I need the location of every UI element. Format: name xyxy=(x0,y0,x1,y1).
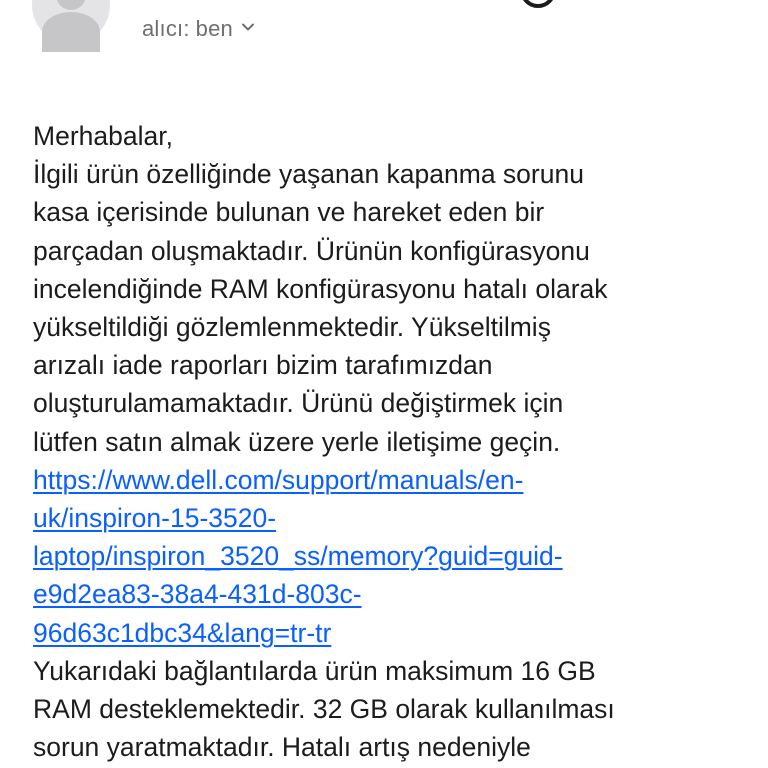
person-placeholder-icon xyxy=(56,0,86,10)
paragraph-line: yükseltildiği gözlemlenmektedir. Yükseltilmiş xyxy=(33,312,551,343)
dell-manual-link[interactable]: 96d63c1dbc34&lang=tr-tr xyxy=(33,617,332,648)
dell-manual-link[interactable]: https://www.dell.com/support/manuals/en- xyxy=(33,464,524,495)
recipient-name: ben xyxy=(195,16,233,41)
paragraph-line: Yukarıdaki bağlantılarda ürün maksimum 16 GB xyxy=(33,655,596,686)
dell-manual-link[interactable]: laptop/inspiron_3520_ss/memory?guid=guid- xyxy=(33,541,563,572)
paragraph-line: arızalı iade raporları bizim tarafımızdan xyxy=(33,350,493,381)
greeting: Merhabalar, xyxy=(33,121,173,151)
paragraph-line: oluşturulamamaktadır. Ürünü değiştirmek için xyxy=(33,388,564,419)
top-right-fragment-label xyxy=(600,0,617,2)
person-placeholder-shoulders xyxy=(42,12,100,52)
paragraph-line: incelendiğinde RAM konfigürasyonu hatalı olarak xyxy=(33,273,608,304)
paragraph-line: İlgili ürün özelliğinde yaşanan kapanma sorunu xyxy=(33,159,584,190)
sender-avatar[interactable] xyxy=(32,0,110,44)
paragraph-line: parçadan oluşmaktadır. Ürünün konfigürasyonu xyxy=(33,235,590,266)
recipient-prefix: alıcı: xyxy=(142,16,190,41)
top-right-text-fragment xyxy=(600,0,658,4)
paragraph-line: lütfen satın almak üzere yerle iletişime geçin. xyxy=(33,426,561,457)
dell-manual-link[interactable]: uk/inspiron-15-3520- xyxy=(33,503,277,534)
circle-icon[interactable] xyxy=(520,0,556,8)
dell-manual-link[interactable]: e9d2ea83-38a4-431d-803c- xyxy=(33,579,362,610)
recipient-details-toggle[interactable] xyxy=(142,14,255,44)
chevron-down-icon[interactable] xyxy=(241,20,255,34)
message-body xyxy=(33,117,758,766)
paragraph-line: sorun yaratmaktadır. Hatalı artış nedeniyle xyxy=(33,732,531,763)
paragraph-line: kasa içerisinde bulunan ve hareket eden bir xyxy=(33,197,545,228)
paragraph-line: RAM desteklemektedir. 32 GB olarak kullanılması xyxy=(33,694,615,725)
